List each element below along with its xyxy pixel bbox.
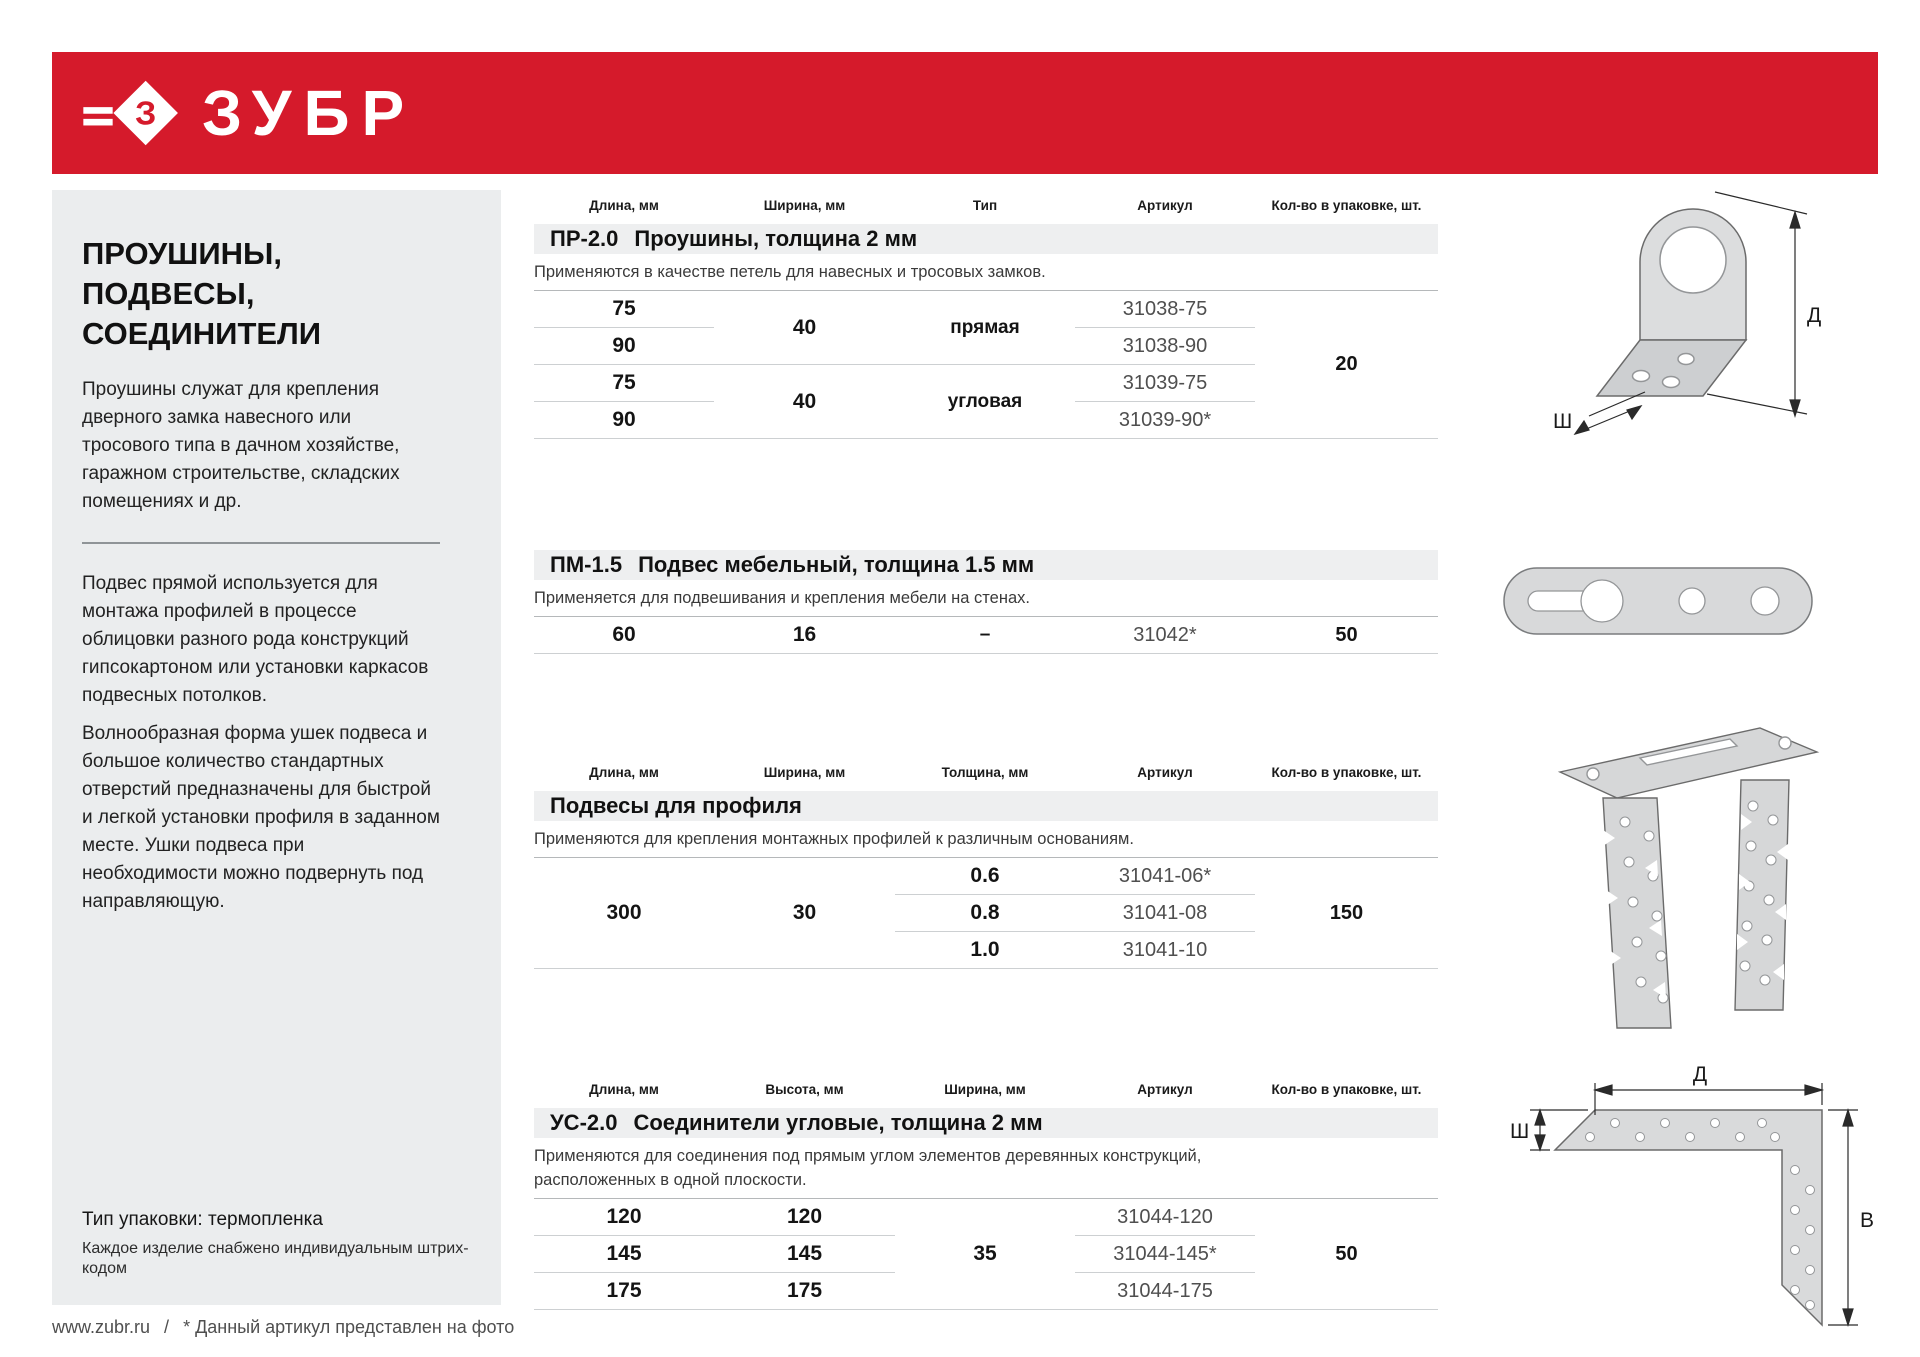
width-cell: 16 — [714, 617, 895, 654]
packaging-barcode-note: Каждое изделие снабжено индивидуальным штрих-кодом — [82, 1240, 469, 1277]
brand-header — [52, 52, 1878, 174]
type-cell: угловая — [895, 365, 1075, 439]
section-name: Подвес мебельный, толщина 1.5 мм — [638, 552, 1035, 577]
column-header-qty: Кол-во в упаковке, шт. — [1271, 764, 1422, 780]
sku-cell: 31039-75 — [1075, 365, 1255, 402]
column-header-width: Ширина, мм — [763, 197, 846, 213]
qty-cell: 50 — [1255, 1199, 1438, 1310]
length-cell: 75 — [534, 365, 714, 402]
section-title-band — [534, 224, 1438, 254]
column-header-sku: Артикул — [1137, 1081, 1193, 1097]
section-description: Применяются для соединения под прямым углом элементов деревянных конструкций, расположенных в одной плоскости. — [534, 1147, 1202, 1189]
qty-cell: 150 — [1255, 858, 1438, 969]
height-cell: 175 — [714, 1273, 895, 1310]
zubr-logo-text: ЗУБР — [202, 77, 417, 149]
dim-label-length: Д — [1807, 304, 1822, 327]
thickness-cell: 0.8 — [895, 895, 1075, 932]
page-title-line: ПОДВЕСЫ, — [82, 276, 255, 311]
dim-label-height: В — [1860, 1209, 1875, 1232]
height-cell: 120 — [714, 1199, 895, 1236]
length-cell: 175 — [534, 1273, 714, 1310]
sku-cell: 31041-10 — [1075, 932, 1255, 969]
column-header-length: Длина, мм — [589, 1081, 659, 1097]
column-header-thickness: Толщина, мм — [941, 764, 1029, 780]
section-title-band — [534, 1108, 1438, 1138]
sidebar — [52, 190, 501, 1305]
width-cell: 40 — [714, 365, 895, 439]
qty-cell: 50 — [1255, 617, 1438, 654]
length-cell: 145 — [534, 1236, 714, 1273]
length-cell: 75 — [534, 291, 714, 328]
page-title-line: СОЕДИНИТЕЛИ — [82, 316, 322, 351]
page-footer — [52, 1317, 514, 1338]
length-cell: 300 — [534, 858, 714, 969]
type-cell: – — [895, 617, 1075, 654]
packaging-type: Тип упаковки: термопленка — [82, 1209, 323, 1230]
column-header-sku: Артикул — [1137, 764, 1193, 780]
page-title — [82, 234, 471, 354]
product-photo-profile-hanger — [1545, 710, 1845, 1040]
section-title-band — [534, 550, 1438, 580]
column-header-type: Тип — [972, 197, 998, 213]
product-photo-corner-connector — [1500, 1055, 1880, 1355]
footer-separator: / — [164, 1317, 170, 1337]
zubr-logo — [82, 77, 417, 149]
column-header-sku: Артикул — [1137, 197, 1193, 213]
column-header-length: Длина, мм — [589, 197, 659, 213]
column-headers — [534, 190, 1438, 220]
qty-cell: 20 — [1255, 291, 1438, 439]
width-cell: 35 — [895, 1199, 1075, 1310]
section-code: ПМ-1.5 — [550, 552, 623, 577]
column-header-width: Ширина, мм — [763, 764, 846, 780]
type-cell: прямая — [895, 291, 1075, 365]
product-photo-furniture-hanger — [1498, 548, 1818, 648]
sku-cell: 31042* — [1075, 617, 1255, 654]
height-cell: 145 — [714, 1236, 895, 1273]
column-header-width: Ширина, мм — [944, 1081, 1026, 1097]
section-eyelets — [534, 190, 1438, 439]
length-cell: 60 — [534, 617, 714, 654]
section-name: Проушины, толщина 2 мм — [634, 226, 918, 251]
sku-cell: 31041-08 — [1075, 895, 1255, 932]
spec-table-eyelets — [534, 290, 1438, 439]
sku-cell: 31041-06* — [1075, 858, 1255, 895]
sku-cell: 31044-175 — [1075, 1273, 1255, 1310]
sidebar-paragraph-eyelets: Проушины служат для крепления дверного замка навесного или тросового типа в дачном хозяйстве, гаражном строительстве, складских помещениях и др. — [82, 379, 400, 512]
sku-cell: 31044-120 — [1075, 1199, 1255, 1236]
dim-label-width: Ш — [1553, 410, 1573, 433]
width-cell: 40 — [714, 291, 895, 365]
column-headers — [534, 757, 1438, 787]
section-code: ПР-2.0 — [550, 226, 619, 251]
spec-table-profile-hangers — [534, 857, 1438, 969]
section-code: УС-2.0 — [550, 1110, 618, 1135]
column-header-height: Высота, мм — [765, 1081, 844, 1097]
sidebar-paragraph-hanger: Подвес прямой используется для монтажа профилей в процессе облицовки разного рода конструкций гипсокартоном или установки каркасов подвесных потолков. — [82, 573, 429, 706]
page-title-line: ПРОУШИНЫ, — [82, 236, 282, 271]
sku-cell: 31039-90* — [1075, 402, 1255, 439]
section-name: Подвесы для профиля — [550, 793, 802, 818]
dim-label-width: Ш — [1510, 1120, 1530, 1143]
section-profile-hangers — [534, 757, 1438, 969]
sidebar-paragraph-hanger-ears: Волнообразная форма ушек подвеса и большое количество стандартных отверстий предназначены для быстрой и легкой установки профиля в заданном месте. Ушки подвеса при необходимости можно подвернуть под направляющую. — [82, 723, 440, 912]
section-title-band — [534, 791, 1438, 821]
product-photo-eyelet-bracket — [1545, 170, 1875, 450]
sidebar-divider — [82, 542, 440, 544]
length-cell: 90 — [534, 328, 714, 365]
packaging-info — [82, 1209, 489, 1279]
spec-table-furniture-hanger — [534, 616, 1438, 654]
length-cell: 90 — [534, 402, 714, 439]
column-header-length: Длина, мм — [589, 764, 659, 780]
dim-label-length: Д — [1692, 1063, 1708, 1086]
section-description: Применяется для подвешивания и крепления мебели на стенах. — [534, 589, 1030, 607]
site-url[interactable]: www.zubr.ru — [52, 1317, 151, 1337]
column-header-qty: Кол-во в упаковке, шт. — [1271, 1081, 1422, 1097]
width-cell: 30 — [714, 858, 895, 969]
spec-table-corner-connectors — [534, 1198, 1438, 1310]
footnote-asterisk: * Данный артикул представлен на фото — [183, 1317, 515, 1337]
section-furniture-hanger — [534, 550, 1438, 654]
sku-cell: 31038-75 — [1075, 291, 1255, 328]
section-description: Применяются для крепления монтажных профилей к различным основаниям. — [534, 830, 1134, 848]
svg-text:З: З — [135, 94, 157, 133]
section-name: Соединители угловые, толщина 2 мм — [633, 1110, 1043, 1135]
section-corner-connectors — [534, 1074, 1438, 1310]
sku-cell: 31044-145* — [1075, 1236, 1255, 1273]
zubr-logo-icon — [82, 80, 180, 146]
length-cell: 120 — [534, 1199, 714, 1236]
section-description: Применяются в качестве петель для навесных и тросовых замков. — [534, 263, 1046, 281]
column-header-qty: Кол-во в упаковке, шт. — [1271, 197, 1422, 213]
sku-cell: 31038-90 — [1075, 328, 1255, 365]
column-headers — [534, 1074, 1438, 1104]
thickness-cell: 0.6 — [895, 858, 1075, 895]
thickness-cell: 1.0 — [895, 932, 1075, 969]
